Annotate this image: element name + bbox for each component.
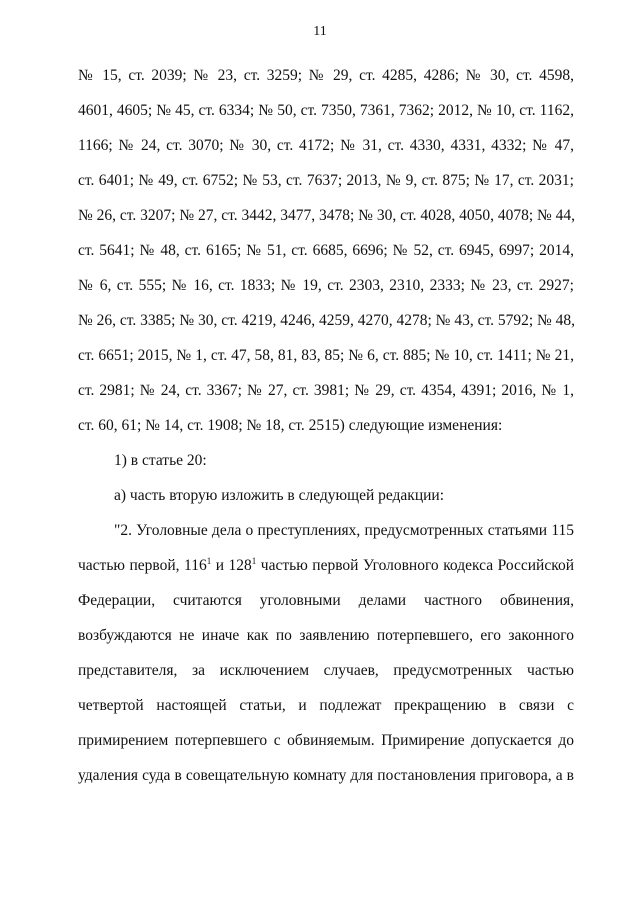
text-line: ст. 2981; № 24, ст. 3367; № 27, ст. 3981; № 29, ст. 4354, 4391; 2016, № 1, [78, 382, 574, 399]
quote-line: Федерации, считаются уголовными делами частного обвинения, [78, 592, 574, 609]
quote-text: частью первой Уголовного кодекса Российской [256, 557, 574, 574]
quote-line: "2. Уголовные дела о преступлениях, предусмотренных статьями 115 [114, 522, 574, 539]
superscript: 1 [206, 555, 212, 566]
quote-line: четвертой настоящей статьи, и подлежат прекращению в связи с [78, 697, 574, 714]
text-line: 1166; № 24, ст. 3070; № 30, ст. 4172; № 31, ст. 4330, 4331, 4332; № 47, [78, 137, 574, 154]
list-item-a: а) часть вторую изложить в следующей редакции: [114, 487, 445, 504]
text-line: № 6, ст. 555; № 16, ст. 1833; № 19, ст. 2303, 2310, 2333; № 23, ст. 2927; [78, 277, 574, 294]
list-item-1: 1) в статье 20: [114, 452, 207, 469]
text-line: № 26, ст. 3207; № 27, ст. 3442, 3477, 3478; № 30, ст. 4028, 4050, 4078; № 44, [78, 207, 576, 224]
text-line: ст. 6401; № 49, ст. 6752; № 53, ст. 7637; 2013, № 9, ст. 875; № 17, ст. 2031; [78, 172, 574, 189]
quote-line: примирением потерпевшего с обвиняемым. Примирение допускается до [78, 732, 574, 749]
text-line: ст. 60, 61; № 14, ст. 1908; № 18, ст. 2515) следующие изменения: [78, 417, 503, 434]
quote-line: возбуждаются не иначе как по заявлению потерпевшего, его законного [78, 627, 574, 644]
page-number: 11 [313, 24, 327, 39]
text-line: ст. 6651; 2015, № 1, ст. 47, 58, 81, 83, 85; № 6, ст. 885; № 10, ст. 1411; № 21, [78, 347, 574, 364]
quote-line: представителя, за исключением случаев, предусмотренных частью [78, 662, 574, 679]
quote-line: удаления суда в совещательную комнату для постановления приговора, а в [78, 767, 574, 784]
text-line: № 26, ст. 3385; № 30, ст. 4219, 4246, 4259, 4270, 4278; № 43, ст. 5792; № 48, [78, 312, 576, 329]
text-line: ст. 5641; № 48, ст. 6165; № 51, ст. 6685, 6696; № 52, ст. 6945, 6997; 2014, [78, 242, 574, 259]
text-line: 4601, 4605; № 45, ст. 6334; № 50, ст. 7350, 7361, 7362; 2012, № 10, ст. 1162, [78, 102, 574, 119]
text-line: № 15, ст. 2039; № 23, ст. 3259; № 29, ст. 4285, 4286; № 30, ст. 4598, [78, 67, 574, 84]
quote-text: и 128 [211, 557, 252, 574]
quote-text: частью первой, 116 [78, 557, 207, 574]
superscript: 1 [251, 555, 257, 566]
quote-line-with-superscripts [78, 554, 574, 578]
